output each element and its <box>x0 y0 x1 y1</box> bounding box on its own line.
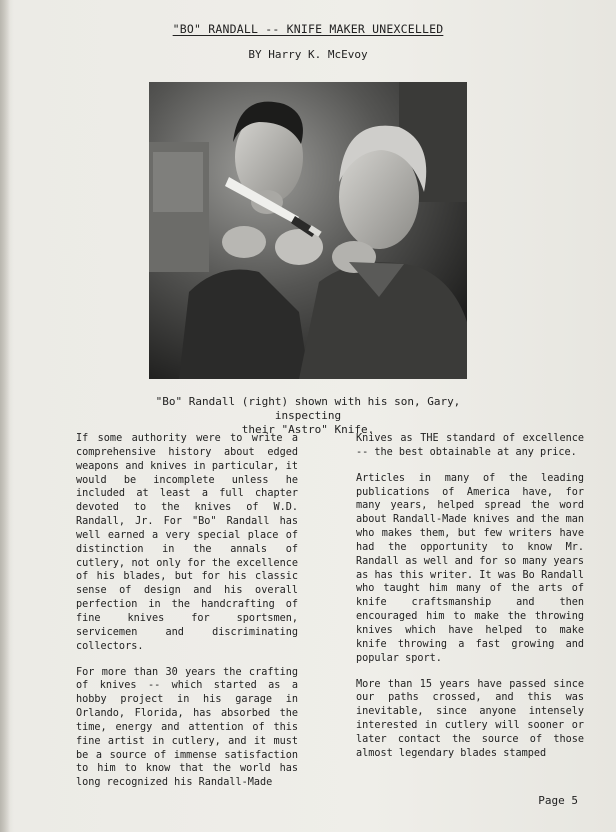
article-photo <box>149 82 467 379</box>
paragraph: If some authority were to write a comprehensive history about edged weapons and knives in particular, it would be incomplete unless he included at least a full chapter devoted to the knives of W.D. Randall, Jr. For "Bo" Randall has well earned a very special place of distinction in the annals of cutlery, not only for the excellence of his blades, but for his classic sense of design and his overall perfection in the handcrafting of fine knives for sportsmen, servicemen and discriminating collectors. <box>76 433 298 652</box>
photo-caption <box>120 395 496 437</box>
binding-shadow <box>0 0 10 832</box>
paragraph: For more than 30 years the crafting of knives -- which started as a hobby project in his garage in Orlando, Florida, has absorbed the time, energy and attention of this fine artist in cutlery, and it must be a source of immense satisfaction to him to know that the world has long recognized his Randall-Made <box>76 666 298 789</box>
photo-caption-line-2: their "Astro" Knife. <box>241 423 375 436</box>
article-title-text: "BO" RANDALL -- KNIFE MAKER UNEXCELLED <box>172 22 444 36</box>
paragraph: Articles in many of the leading publications of America have, for many years, helped spread the word about Randall-Made knives and the man who makes them, but few writers have had the opportunity to know Mr. Randall as well and for so many years as has this writer. It was Bo Randall who taught him many of the arts of knife craftsmanship and then encouraged him to make the throwing knives which have helped to make knife throwing a fast growing and popular sport. <box>356 472 584 664</box>
page-number: Page 5 <box>538 794 578 807</box>
paragraph: Knives as THE standard of excellence -- the best obtainable at any price. <box>356 433 584 458</box>
photo-illustration <box>149 82 467 379</box>
article-title <box>0 22 616 36</box>
photo-caption-line-1: "Bo" Randall (right) shown with his son, Gary, inspecting <box>155 395 461 422</box>
article-byline: BY Harry K. McEvoy <box>248 48 368 61</box>
paragraph: More than 15 years have passed since our paths crossed, and this was inevitable, since anyone intensely interested in cutlery will sooner or later contact the source of those almost legendary blades stamped <box>356 678 584 759</box>
right-column <box>356 432 584 773</box>
left-column <box>76 432 298 802</box>
